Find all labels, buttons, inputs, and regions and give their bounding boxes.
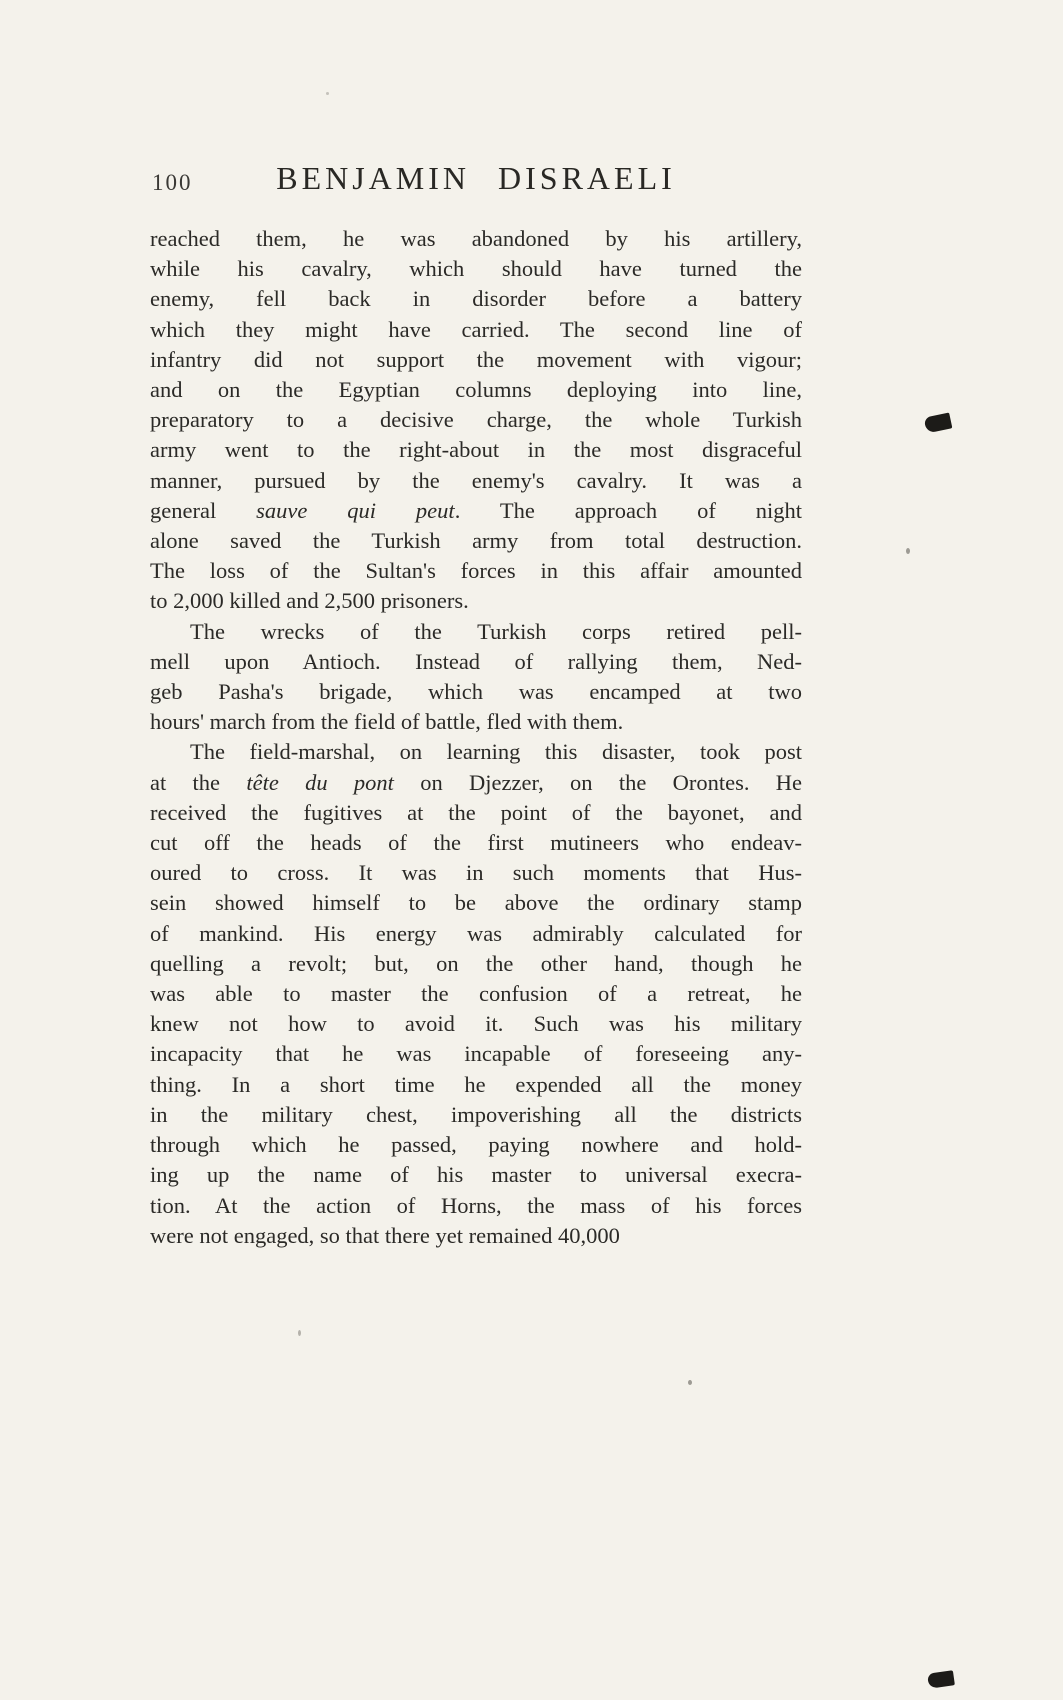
scan-artifact (924, 412, 953, 433)
scan-speck (298, 1330, 301, 1336)
scan-speck (688, 1380, 692, 1385)
text-line: reached them, he was abandoned by his artillery, (150, 226, 802, 251)
page-title: BENJAMIN DISRAELI (276, 160, 676, 196)
paragraph (150, 224, 802, 617)
page-number: 100 (152, 170, 193, 195)
page-header (150, 160, 802, 202)
text-line: general sauve qui peut. The approach of night (150, 497, 802, 523)
text-line: ing up the name of his master to universal execra- (150, 1162, 802, 1188)
text-line: while his cavalry, which should have turned the (150, 256, 802, 282)
text-line: geb Pasha's brigade, which was encamped at two (150, 679, 802, 705)
text-line: in the military chest, impoverishing all the districts (150, 1101, 802, 1127)
text-line: oured to cross. It was in such moments that Hus- (150, 860, 802, 886)
text-line: preparatory to a decisive charge, the whole Turkish (150, 407, 802, 433)
text-line: infantry did not support the movement with vigour; (150, 346, 802, 372)
scan-speck (326, 92, 329, 95)
text-line: manner, pursued by the enemy's cavalry. It was a (150, 467, 802, 493)
text-line: which they might have carried. The second line of (150, 316, 802, 342)
text-line: was able to master the confusion of a retreat, he (150, 981, 802, 1007)
text-line: mell upon Antioch. Instead of rallying them, Ned- (150, 648, 802, 674)
text-line: and on the Egyptian columns deploying into line, (150, 377, 802, 403)
page-body (150, 224, 802, 1251)
text-line: thing. In a short time he expended all the money (150, 1071, 802, 1097)
paragraph (150, 737, 802, 1250)
text-line: tion. At the action of Horns, the mass of his forces (150, 1192, 802, 1218)
text-line: quelling a revolt; but, on the other hand, though he (150, 950, 802, 976)
scan-speck (906, 548, 910, 554)
scan-artifact (927, 1670, 955, 1688)
text-line: hours' march from the field of battle, fled with them. (150, 709, 624, 735)
text-line: of mankind. His energy was admirably calculated for (150, 920, 802, 946)
text-line: sein showed himself to be above the ordinary stamp (150, 890, 802, 916)
text-line: through which he passed, paying nowhere and hold- (150, 1132, 802, 1158)
paragraph (150, 617, 802, 738)
text-line: enemy, fell back in disorder before a battery (150, 286, 802, 312)
text-line: received the fugitives at the point of the bayonet, and (150, 799, 802, 825)
text-line: The field-marshal, on learning this disaster, took post (190, 739, 802, 765)
text-line: The loss of the Sultan's forces in this affair amounted (150, 558, 802, 584)
text-line: army went to the right-about in the most disgraceful (150, 437, 802, 463)
text-line: to 2,000 killed and 2,500 prisoners. (150, 588, 469, 614)
text-line: at the tête du pont on Djezzer, on the Orontes. He (150, 769, 803, 795)
text-line: knew not how to avoid it. Such was his military (150, 1011, 802, 1037)
text-line: incapacity that he was incapable of foreseeing any- (150, 1041, 802, 1067)
text-line: alone saved the Turkish army from total destruction. (150, 528, 802, 554)
text-line: The wrecks of the Turkish corps retired pell- (190, 618, 802, 644)
text-line: were not engaged, so that there yet remained 40,000 (150, 1222, 620, 1248)
text-line: cut off the heads of the first mutineers who endeav- (150, 830, 802, 856)
